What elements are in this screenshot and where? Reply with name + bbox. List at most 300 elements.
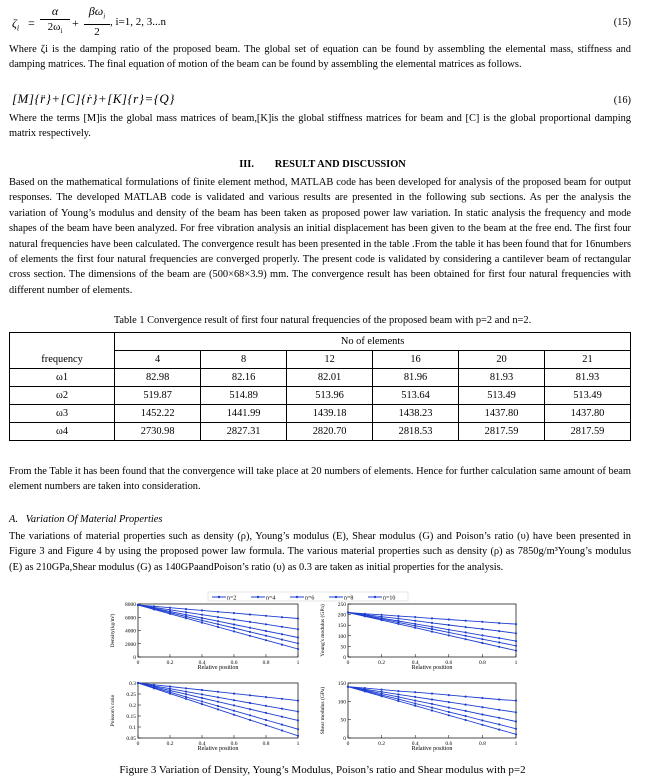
data-point — [201, 689, 203, 691]
x-axis-label: Relative position — [411, 746, 453, 752]
data-point — [233, 714, 235, 716]
y-tick-label: 4000 — [125, 628, 136, 635]
table-cell: 513.64 — [373, 387, 459, 405]
y-tick-label: 0.05 — [126, 736, 136, 742]
data-point — [465, 715, 467, 717]
table-col-header: 16 — [373, 351, 459, 369]
table-row — [10, 369, 631, 387]
data-point — [233, 710, 235, 712]
table-cell: 82.98 — [115, 369, 201, 387]
data-point — [249, 694, 251, 696]
data-point — [381, 614, 383, 616]
data-point — [481, 621, 483, 623]
data-point — [297, 617, 299, 619]
legend-marker — [296, 596, 298, 598]
y-tick-label: 50 — [340, 717, 346, 724]
x-tick-label: 0.6 — [445, 660, 453, 666]
data-point — [414, 696, 416, 698]
data-point — [498, 709, 500, 711]
data-point — [233, 693, 235, 695]
section-heading: III. RESULT AND DISCUSSION — [239, 159, 406, 170]
data-point — [297, 642, 299, 644]
data-point — [185, 693, 187, 695]
data-point — [233, 618, 235, 620]
data-point — [297, 728, 299, 730]
data-point — [515, 645, 517, 647]
table-col-header: 8 — [201, 351, 287, 369]
table-cell: 513.96 — [287, 387, 373, 405]
legend-label: n=2 — [227, 595, 237, 602]
data-point — [397, 693, 399, 695]
equation-15 — [12, 4, 632, 40]
x-tick-label: 0.6 — [230, 741, 238, 747]
x-tick-label: 1 — [296, 660, 300, 666]
data-point — [201, 609, 203, 611]
x-tick-label: 0.4 — [198, 660, 206, 666]
legend-marker — [335, 596, 337, 598]
table-cell: 1441.99 — [201, 405, 287, 423]
data-point — [249, 719, 251, 721]
data-point — [481, 706, 483, 708]
data-point — [265, 639, 267, 641]
legend-label: n=6 — [305, 595, 315, 602]
y-axis-label: Poisson's ratio — [110, 694, 116, 727]
table-cell: 2827.31 — [201, 423, 287, 441]
eq15-term1-numerator: α — [51, 4, 59, 18]
equation-16: [M]{r̈}+[C]{ṙ}+[K]{r}={Q} — [12, 91, 175, 106]
data-point — [431, 622, 433, 624]
data-point — [397, 700, 399, 702]
paragraph-convergence: From the Table it has been found that the convergence will take place at 20 numbers of elements. Hence for further calculation same amount of beam element numbers are taken into consideration. — [9, 466, 631, 493]
data-point — [515, 700, 517, 702]
x-tick-label: 1 — [514, 660, 518, 666]
table-group-header: No of elements — [115, 333, 631, 351]
table-cell: 2820.70 — [287, 423, 373, 441]
data-point — [414, 705, 416, 707]
y-tick-label: 250 — [337, 602, 346, 608]
data-point — [169, 613, 171, 615]
table-cell: 1437.80 — [545, 405, 631, 423]
data-point — [249, 621, 251, 623]
data-point — [281, 724, 283, 726]
eq15-term1-denominator-sub: i — [60, 27, 63, 36]
data-point — [364, 690, 366, 692]
data-point — [137, 682, 139, 684]
data-point — [281, 626, 283, 628]
data-point — [185, 696, 187, 698]
x-tick-label: 0.8 — [478, 660, 486, 666]
data-point — [431, 626, 433, 628]
data-point — [481, 724, 483, 726]
eq15-term1-denominator: 2ω — [47, 21, 61, 33]
data-point — [498, 717, 500, 719]
data-point — [185, 691, 187, 693]
table-cell: 81.93 — [545, 369, 631, 387]
data-point — [249, 708, 251, 710]
paragraph-matrices: Where the terms [M]is the global mass matrices of beam,[K]is the global stiffness matrices for beam and [C] is the global proportional damping matrix respectively. — [9, 113, 631, 140]
data-point — [448, 694, 450, 696]
data-point — [217, 696, 219, 698]
y-tick-label: 8000 — [125, 602, 136, 608]
data-point — [153, 608, 155, 610]
eq15-term2-denominator: 2 — [84, 24, 110, 40]
y-tick-label: 100 — [337, 633, 346, 640]
table-cell: 1439.18 — [287, 405, 373, 423]
data-point — [498, 641, 500, 643]
x-tick-label: 0.4 — [411, 741, 419, 747]
data-point — [481, 628, 483, 630]
data-point — [397, 615, 399, 617]
data-point — [185, 617, 187, 619]
data-point — [448, 714, 450, 716]
data-point — [281, 708, 283, 710]
data-point — [347, 611, 349, 613]
data-point — [297, 719, 299, 721]
x-tick-label: 0.2 — [166, 741, 174, 747]
data-point — [281, 639, 283, 641]
data-point — [465, 635, 467, 637]
data-point — [481, 642, 483, 644]
data-point — [414, 691, 416, 693]
x-tick-label: 0.4 — [198, 741, 206, 747]
data-point — [448, 629, 450, 631]
eq15-lhs: ζ — [12, 16, 17, 30]
data-point — [431, 631, 433, 633]
data-point — [381, 619, 383, 621]
table-cell: 1452.22 — [115, 405, 201, 423]
data-point — [431, 693, 433, 695]
y-axis-label: Density(kg/m³) — [110, 613, 116, 648]
data-point — [281, 716, 283, 718]
eq15-number: (15) — [613, 17, 631, 28]
paragraph-material: The variations of material properties such as density (ρ), Young’s modulus (E), Shear modulus (G) and Poison’s ratio (υ) have been presented in Figure 3 and Figure 4 by using the proposed power law formula. The various material properties such as density (ρ) as 7850g/m³Young’s modulus (E) as 210GPa,Shear modulus (G) as 140GPaandPoison’s ratio (υ) as 0.3 are taken as initial properties for the analysis. — [9, 531, 631, 573]
y-tick-label: 0.1 — [129, 725, 136, 731]
table-row — [10, 423, 631, 441]
y-tick-label: 6000 — [125, 615, 136, 622]
table-row-label: ω2 — [10, 387, 115, 405]
data-point — [281, 644, 283, 646]
legend-marker — [374, 596, 376, 598]
eq15-equals: = — [28, 16, 35, 30]
data-point — [481, 697, 483, 699]
table-cell: 2817.59 — [459, 423, 545, 441]
data-point — [201, 700, 203, 702]
y-tick-label: 150 — [337, 681, 346, 687]
table-cell: 1437.80 — [459, 405, 545, 423]
data-point — [498, 723, 500, 725]
data-point — [249, 627, 251, 629]
table-cell: 1438.23 — [373, 405, 459, 423]
x-tick-label: 0 — [346, 660, 350, 666]
data-point — [465, 696, 467, 698]
data-point — [431, 703, 433, 705]
data-point — [515, 623, 517, 625]
table-cell: 513.49 — [459, 387, 545, 405]
data-point — [265, 712, 267, 714]
x-tick-label: 1 — [296, 741, 300, 747]
data-point — [465, 710, 467, 712]
data-point — [233, 699, 235, 701]
data-point — [515, 711, 517, 713]
table-cell: 2730.98 — [115, 423, 201, 441]
data-point — [498, 630, 500, 632]
data-point — [431, 709, 433, 711]
data-point — [498, 698, 500, 700]
data-point — [217, 705, 219, 707]
data-point — [465, 638, 467, 640]
data-point — [448, 701, 450, 703]
y-tick-label: 0.2 — [129, 703, 136, 709]
youngs-modulus-chart — [319, 602, 518, 671]
table-row-header: frequency — [10, 351, 115, 369]
legend-marker — [257, 596, 259, 598]
eq15-plus: + — [72, 16, 79, 30]
data-point — [249, 613, 251, 615]
y-tick-label: 0.15 — [126, 714, 136, 720]
data-point — [465, 626, 467, 628]
data-point — [153, 687, 155, 689]
data-point — [481, 719, 483, 721]
data-point — [448, 634, 450, 636]
x-tick-label: 0.2 — [378, 660, 386, 666]
data-point — [364, 615, 366, 617]
table-caption: Table 1 Convergence result of first four natural frequencies of the proposed beam with p=2 and n=2. — [113, 315, 532, 326]
data-point — [249, 714, 251, 716]
data-point — [297, 711, 299, 713]
x-tick-label: 0 — [136, 660, 140, 666]
data-point — [481, 634, 483, 636]
y-axis-label: Young's modulus (GPa) — [320, 604, 326, 657]
data-point — [414, 700, 416, 702]
data-point — [297, 628, 299, 630]
data-point — [201, 693, 203, 695]
table-col-header: 4 — [115, 351, 201, 369]
data-point — [297, 648, 299, 650]
legend-label: n=8 — [344, 595, 354, 602]
data-point — [185, 687, 187, 689]
y-tick-label: 0.3 — [129, 681, 136, 687]
data-point — [217, 701, 219, 703]
data-point — [249, 631, 251, 633]
data-point — [201, 619, 203, 621]
y-tick-label: 150 — [337, 623, 346, 630]
data-point — [515, 720, 517, 722]
data-point — [465, 620, 467, 622]
data-point — [281, 698, 283, 700]
table-cell: 519.87 — [115, 387, 201, 405]
shear-modulus-chart — [319, 681, 518, 752]
table-row — [10, 405, 631, 423]
x-tick-label: 0.2 — [378, 741, 386, 747]
poisson-ratio-chart — [110, 681, 300, 752]
eq15-range: , i=1, 2, 3...n — [110, 16, 167, 28]
density-chart — [109, 602, 300, 671]
x-tick-label: 0.8 — [478, 741, 486, 747]
subsection-heading: A. Variation Of Material Properties — [9, 514, 163, 525]
table-cell: 81.96 — [373, 369, 459, 387]
legend-marker — [218, 596, 220, 598]
data-point — [498, 646, 500, 648]
data-point — [515, 728, 517, 730]
data-point — [431, 698, 433, 700]
data-point — [217, 620, 219, 622]
x-tick-label: 0.4 — [411, 660, 419, 666]
table-row-label: ω4 — [10, 423, 115, 441]
data-point — [233, 630, 235, 632]
table-cell: 514.89 — [201, 387, 287, 405]
table-cell: 82.01 — [287, 369, 373, 387]
data-point — [217, 611, 219, 613]
x-tick-label: 0 — [346, 741, 350, 747]
table-cell: 81.93 — [459, 369, 545, 387]
data-point — [233, 612, 235, 614]
eq15-lhs-sub: i — [16, 23, 20, 33]
data-point — [185, 698, 187, 700]
table-row-label: ω3 — [10, 405, 115, 423]
figure-3 — [0, 590, 645, 762]
x-tick-label: 0.8 — [262, 741, 270, 747]
data-point — [201, 614, 203, 616]
table-cell: 2817.59 — [545, 423, 631, 441]
data-point — [448, 711, 450, 713]
data-point — [265, 705, 267, 707]
x-axis-label: Relative position — [411, 665, 453, 671]
data-point — [217, 623, 219, 625]
data-point — [249, 702, 251, 704]
table-col-header: 12 — [287, 351, 373, 369]
data-point — [233, 623, 235, 625]
data-point — [431, 707, 433, 709]
legend-label: n=10 — [383, 595, 396, 602]
data-point — [448, 631, 450, 633]
data-point — [265, 635, 267, 637]
data-point — [281, 729, 283, 731]
data-point — [265, 719, 267, 721]
data-point — [498, 622, 500, 624]
y-axis-label: Shear modulus (GPa) — [320, 686, 326, 735]
data-point — [297, 700, 299, 702]
table-corner — [10, 333, 115, 351]
data-point — [281, 616, 283, 618]
x-tick-label: 0.8 — [262, 660, 270, 666]
data-point — [185, 608, 187, 610]
data-point — [217, 691, 219, 693]
y-tick-label: 2000 — [125, 641, 136, 648]
data-point — [465, 631, 467, 633]
data-point — [217, 616, 219, 618]
paragraph-results: Based on the mathematical formulations of finite element method, MATLAB code has been developed for analysis of the proposed beam for output responses. The developed MATLAB code is validated and various results are presented in the following sub sections. As per the analysis the variation of Young’s modulus and density of the beam has been taken as proposed power law variation. In static analysis the frequency and mode shapes of the beam have been analyzed. For free vibration analysis an initial displacement has been given to the beam at the free end. The first four natural frequencies have been calculated. The convergence result has been presented in the table .From the table it has been found that for 16numbers of elements the first four natural frequencies are converged properly. The present code is validated by considering a cantilever beam of rectangular cross section. The dimensions of the beam are (500×68×3.9) mm. The convergence result has been obtained for first four natural frequencies with different number of elements. — [9, 177, 631, 296]
table-col-header: 21 — [545, 351, 631, 369]
convergence-table — [9, 332, 631, 441]
x-tick-label: 1 — [514, 741, 518, 747]
data-point — [281, 633, 283, 635]
data-point — [515, 632, 517, 634]
data-point — [297, 636, 299, 638]
data-point — [297, 735, 299, 737]
data-point — [169, 693, 171, 695]
data-point — [397, 618, 399, 620]
data-point — [448, 624, 450, 626]
data-point — [397, 623, 399, 625]
data-point — [397, 698, 399, 700]
data-point — [217, 708, 219, 710]
data-point — [201, 697, 203, 699]
table-cell: 82.16 — [201, 369, 287, 387]
data-point — [265, 630, 267, 632]
y-tick-label: 0.25 — [126, 692, 136, 698]
x-tick-label: 0.2 — [166, 660, 174, 666]
data-point — [347, 686, 349, 688]
data-point — [265, 623, 267, 625]
data-point — [515, 733, 517, 735]
data-point — [201, 617, 203, 619]
table-row-label: ω1 — [10, 369, 115, 387]
data-point — [431, 617, 433, 619]
x-tick-label: 0 — [136, 741, 140, 747]
data-point — [201, 703, 203, 705]
data-point — [265, 696, 267, 698]
y-tick-label: 0 — [343, 655, 346, 661]
figure-caption: Figure 3 Variation of Density, Young’s Modulus, Poison’s ratio and Shear modulus with p=2 — [119, 764, 526, 776]
data-point — [498, 729, 500, 731]
y-tick-label: 50 — [340, 644, 346, 651]
legend-label: n=4 — [266, 595, 276, 602]
table-cell: 513.49 — [545, 387, 631, 405]
data-point — [448, 618, 450, 620]
data-point — [414, 702, 416, 704]
data-point — [481, 713, 483, 715]
data-point — [233, 627, 235, 629]
data-point — [217, 626, 219, 628]
data-point — [169, 685, 171, 687]
x-axis-label: Relative position — [197, 665, 239, 671]
data-point — [265, 615, 267, 617]
data-point — [249, 635, 251, 637]
data-point — [515, 640, 517, 642]
data-point — [465, 704, 467, 706]
data-point — [465, 719, 467, 721]
x-tick-label: 0.6 — [445, 741, 453, 747]
data-point — [414, 616, 416, 618]
table-col-header: 20 — [459, 351, 545, 369]
data-point — [185, 611, 187, 613]
data-point — [137, 604, 139, 606]
data-point — [481, 638, 483, 640]
data-point — [233, 704, 235, 706]
y-tick-label: 0 — [133, 655, 136, 661]
data-point — [431, 628, 433, 630]
data-point — [397, 690, 399, 692]
eq15-term2-numerator: βω — [88, 4, 104, 18]
data-point — [498, 637, 500, 639]
data-point — [397, 696, 399, 698]
eq16-number: (16) — [613, 95, 631, 106]
data-point — [381, 695, 383, 697]
data-point — [448, 707, 450, 709]
table-cell: 2818.53 — [373, 423, 459, 441]
y-tick-label: 100 — [337, 699, 346, 706]
data-point — [515, 650, 517, 652]
data-point — [414, 623, 416, 625]
data-point — [414, 625, 416, 627]
x-tick-label: 0.6 — [230, 660, 238, 666]
data-point — [265, 724, 267, 726]
legend — [208, 592, 408, 602]
y-tick-label: 200 — [337, 612, 346, 619]
y-tick-label: 0 — [343, 736, 346, 742]
data-point — [414, 620, 416, 622]
data-point — [169, 607, 171, 609]
